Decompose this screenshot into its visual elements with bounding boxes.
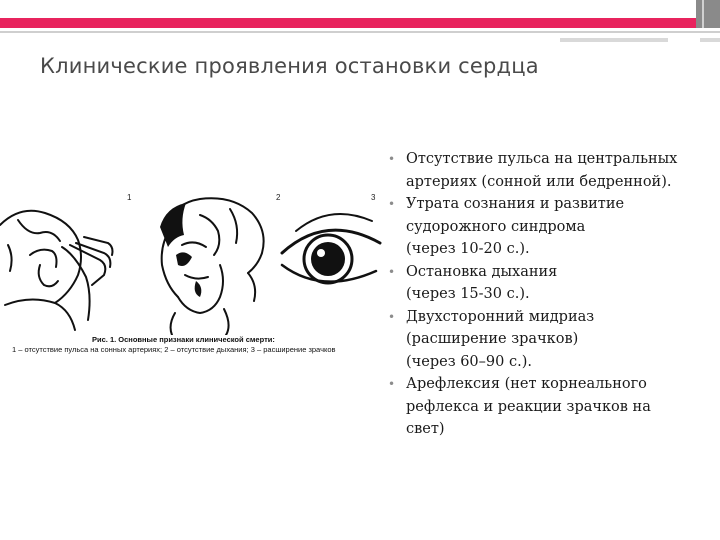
panel-number-3: 3 <box>371 193 376 202</box>
bullet-dot-icon: • <box>388 377 396 391</box>
figure-caption-title: Рис. 1. Основные признаки клинической смерти: <box>92 335 275 344</box>
list-item: • Двухсторонний мидриаз (расширение зрачков) (через 60–90 с.). <box>386 306 716 374</box>
header-divider-right <box>560 38 668 42</box>
pulse-check-drawing <box>0 211 113 330</box>
panel-number-1: 1 <box>127 193 132 202</box>
panel-number-2: 2 <box>276 193 281 202</box>
list-item: • Остановка дыхания (через 15-30 с.). <box>386 261 716 306</box>
list-item: • Утрата сознания и развитие судорожного синдрома (через 10-20 с.). <box>386 193 716 261</box>
top-corner-block <box>696 0 720 28</box>
bullet-dot-icon: • <box>388 152 396 166</box>
list-item: • Арефлексия (нет корнеального рефлекса и реакции зрачков на свет) <box>386 373 716 441</box>
bullet-dot-icon: • <box>388 197 396 211</box>
figure-caption <box>0 335 385 355</box>
figure-illustration <box>0 185 385 335</box>
bullet-dot-icon: • <box>388 309 396 324</box>
top-corner-stripe <box>702 0 704 28</box>
bullet-dot-icon: • <box>388 264 396 279</box>
top-accent-bar <box>0 18 696 28</box>
header-divider <box>0 31 720 33</box>
list-item: • Отсутствие пульса на центральных артериях (сонной или бедренной). <box>386 148 716 193</box>
dilated-pupil-drawing <box>282 214 380 283</box>
slide-title: Клинические проявления остановки сердца <box>40 54 539 78</box>
figure-caption-text: 1 – отсутствие пульса на сонных артериях; 2 – отсутствие дыхания; 3 – расширение зрачков <box>12 345 336 354</box>
symptom-list <box>386 148 716 441</box>
header-divider-right-end <box>700 38 720 42</box>
breathing-check-hair <box>160 203 201 297</box>
